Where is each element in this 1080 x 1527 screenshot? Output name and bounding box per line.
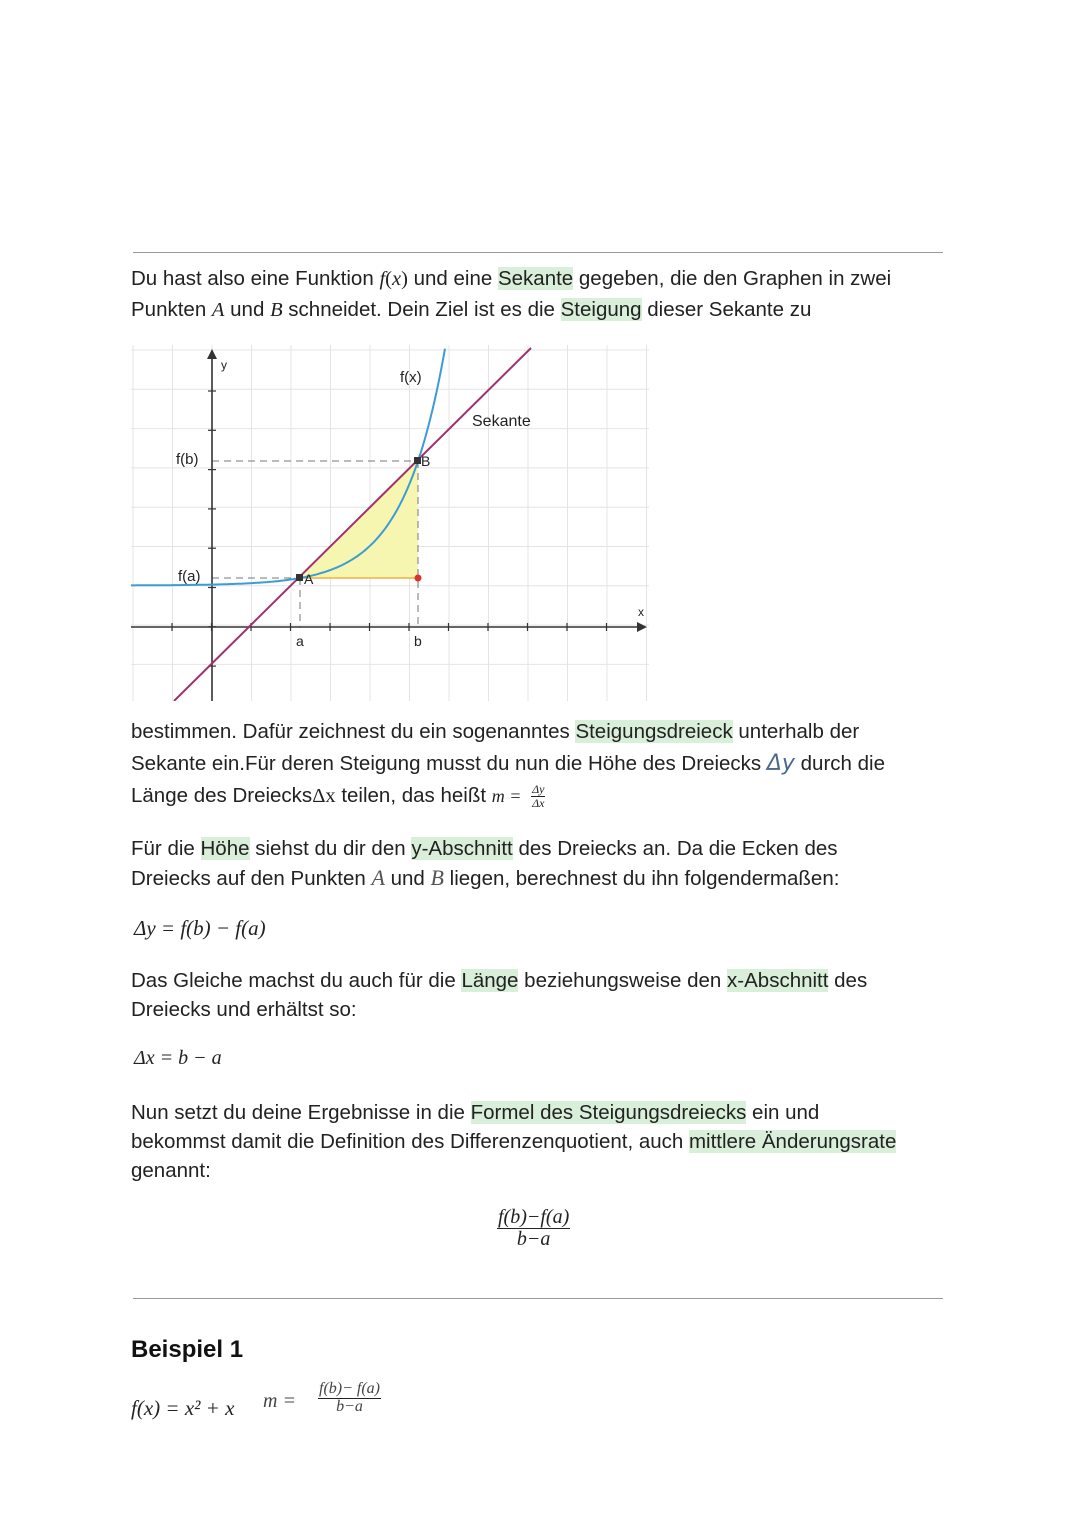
highlight-sekante: Sekante [497,267,574,290]
highlight-formel: Formel des Steigungsdreiecks [470,1101,747,1124]
formula-delta-x: Δx = b − a [134,1047,222,1069]
paragraph-steigungsdreieck: bestimmen. Dafür zeichnest du ein sogenanntes Steigungsdreieck unterhalb der Sekante ein.Für deren Steigung musst du nun die Höhe des Dreiecks Δy durch die Länge des DreiecksΔx teilen, das heißt m = $\frac{\Delta y}{\Delta x}$ [131,720,885,811]
bottom-divider [133,1298,943,1299]
point-a-label: A [304,571,314,587]
fb-label: f(b) [176,451,199,468]
point-b-marker [414,457,421,464]
tick-b-label: b [414,633,422,649]
intro-line-2: Punkten A und B schneidet. Dein Ziel ist es die Steigung dieser Sekante zu [131,297,812,321]
point-a-marker [296,574,303,581]
tick-a-label: a [296,633,304,649]
highlight-hoehe: Höhe [200,837,250,860]
difference-quotient: $\frac{f(b)-f(a)}{b-a}$ [498,1206,570,1250]
intro-line-1: Du hast also eine Funktion f(x) und eine Sekante gegeben, die den Graphen in zwei [131,267,892,290]
top-divider [133,252,943,253]
triangle-corner-point [415,575,422,582]
secant-label: Sekante [472,413,531,430]
delta-y-symbol: Δy [766,751,795,776]
paragraph-laenge: Das Gleiche machst du auch für die Länge beziehungsweise den x-Abschnitt des Dreiecks und erhältst so: [131,969,868,1021]
x-axis-label: x [638,605,644,619]
intro-paragraph [131,264,951,325]
y-axis-label: y [221,358,227,372]
point-b-label: B [421,453,431,469]
formula-delta-y: Δy = f(b) − f(a) [134,916,266,940]
fa-label: f(a) [178,568,201,585]
highlight-mittlere-aenderungsrate: mittlere Änderungsrate [688,1130,897,1153]
paragraph-differenzenquotient: Nun setzt du deine Ergebnisse in die Formel des Steigungsdreiecks ein und bekommst damit die Definition des Differenzenquotient, auch mittlere Änderungsrate genannt: [131,1101,897,1182]
example-heading: Beispiel 1 [131,1336,244,1363]
slope-fraction: $\frac{\Delta y}{\Delta x}$ [532,782,545,811]
example-fraction: $\frac{f(b)- f(a)}{b-a}$ [319,1380,380,1415]
paragraph-hoehe: Für die Höhe siehst du dir den y-Abschnitt des Dreiecks an. Da die Ecken des Dreiecks auf den Punkten A und B liegen, berechnest du ihn folgendermaßen: [131,837,840,890]
fx-label: f(x) [400,369,422,386]
highlight-laenge: Länge [461,969,519,992]
example-m: m = [263,1390,296,1412]
highlight-y-abschnitt: y-Abschnitt [411,837,513,860]
delta-x-symbol: Δx [312,785,336,807]
example-function: f(x) = x² + x [131,1396,235,1420]
highlight-steigung: Steigung [560,297,642,321]
highlight-steigungsdreieck: Steigungsdreieck [575,720,733,743]
highlight-x-abschnitt: x-Abschnitt [727,969,829,992]
secant-graph-figure [131,345,649,701]
